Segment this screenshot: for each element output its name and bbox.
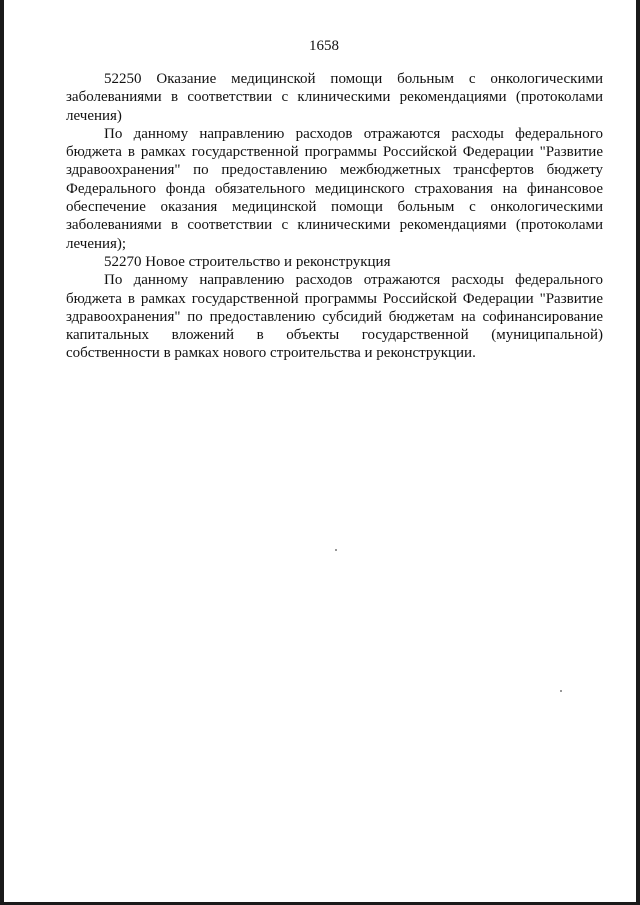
section-body-52250: По данному направлению расходов отражаются расходы федерального бюджета в рамках государственной программы Российской Федерации "Развитие здравоохранения" по предоставлению межбюджетных трансфертов бюджету Федерального фонда обязательного медицинского страхования на финансовое обеспечение оказания медицинской помощи больным с онкологическими заболеваниями в соответствии с клиническими рекомендациями (протоколами лечения); <box>66 125 603 252</box>
section-body-52270: По данному направлению расходов отражаются расходы федерального бюджета в рамках государственной программы Российской Федерации "Развитие здравоохранения" по предоставлению субсидий бюджетам на софинансирование капитальных вложений в объекты государственной (муниципальной) собственности в рамках нового строительства и реконструкции. <box>66 272 603 362</box>
document-body <box>66 70 603 363</box>
section-heading-52250: 52250 Оказание медицинской помощи больным с онкологическими заболеваниями в соответствии с клиническими рекомендациями (протоколами лечения) <box>66 71 603 124</box>
page-number: 1658 <box>309 38 339 54</box>
scan-speck <box>560 690 562 692</box>
section-heading-52270: 52270 Новое строительство и реконструкция <box>104 253 391 270</box>
scan-speck <box>335 549 337 551</box>
